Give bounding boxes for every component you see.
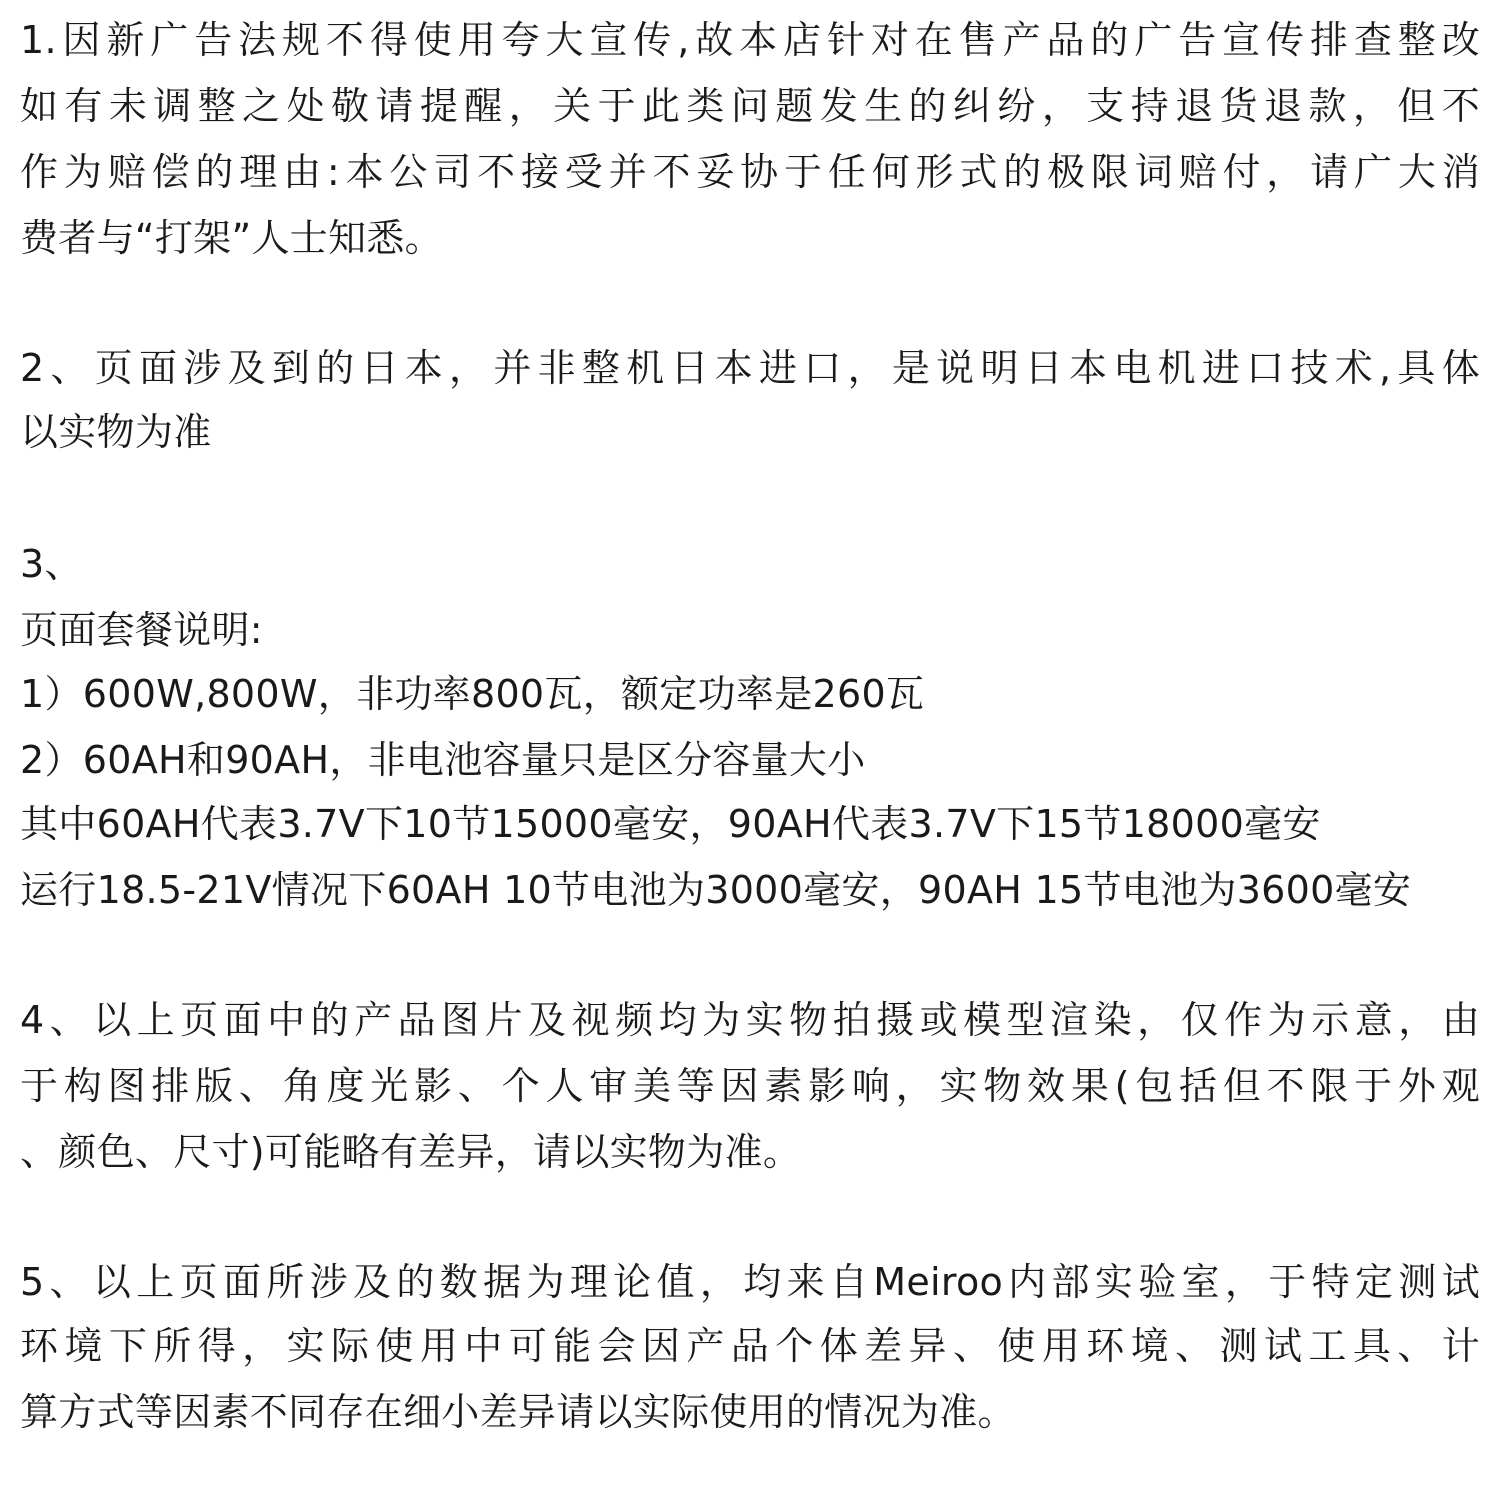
section-2-line-2: 以实物为准 xyxy=(20,410,212,454)
section-4-line-3: 、颜色、尺寸)可能略有差异，请以实物为准。 xyxy=(20,1130,802,1174)
section-5-line-3: 算方式等因素不同存在细小差异请以实际使用的情况为准。 xyxy=(20,1390,1016,1434)
section-3-line-2: 页面套餐说明: xyxy=(20,608,263,652)
section-1-line-2: 如有未调整之处敬请提醒，关于此类问题发生的纠纷，支持退货退款，但不 xyxy=(20,84,1480,128)
section-4-line-2: 于构图排版、角度光影、个人审美等因素影响，实物效果(包括但不限于外观 xyxy=(20,1064,1480,1108)
section-3-line-3: 1）600W,800W，非功率800瓦，额定功率是260瓦 xyxy=(20,672,925,716)
section-4-line-1: 4、以上页面中的产品图片及视频均为实物拍摄或模型渲染，仅作为示意，由 xyxy=(20,998,1480,1042)
section-5-line-1: 5、以上页面所涉及的数据为理论值，均来自Meiroo内部实验室，于特定测试 xyxy=(20,1260,1480,1304)
section-3-line-6: 运行18.5-21V情况下60AH 10节电池为3000毫安，90AH 15节电池为3600毫安 xyxy=(20,868,1412,912)
section-5-line-2: 环境下所得，实际使用中可能会因产品个体差异、使用环境、测试工具、计 xyxy=(20,1324,1480,1368)
section-3-line-5: 其中60AH代表3.7V下10节15000毫安，90AH代表3.7V下15节18000毫安 xyxy=(20,802,1321,846)
section-1-line-3: 作为赔偿的理由:本公司不接受并不妥协于任何形式的极限词赔付，请广大消 xyxy=(20,150,1480,194)
section-1-line-4: 费者与“打架”人士知悉。 xyxy=(20,216,443,260)
section-3-line-4: 2）60AH和90AH，非电池容量只是区分容量大小 xyxy=(20,738,866,782)
section-2-line-1: 2、页面涉及到的日本，并非整机日本进口，是说明日本电机进口技术,具体 xyxy=(20,346,1480,390)
section-1-line-1: 1.因新广告法规不得使用夸大宣传,故本店针对在售产品的广告宣传排查整改 xyxy=(20,18,1480,62)
section-3-line-1: 3、 xyxy=(20,542,83,586)
